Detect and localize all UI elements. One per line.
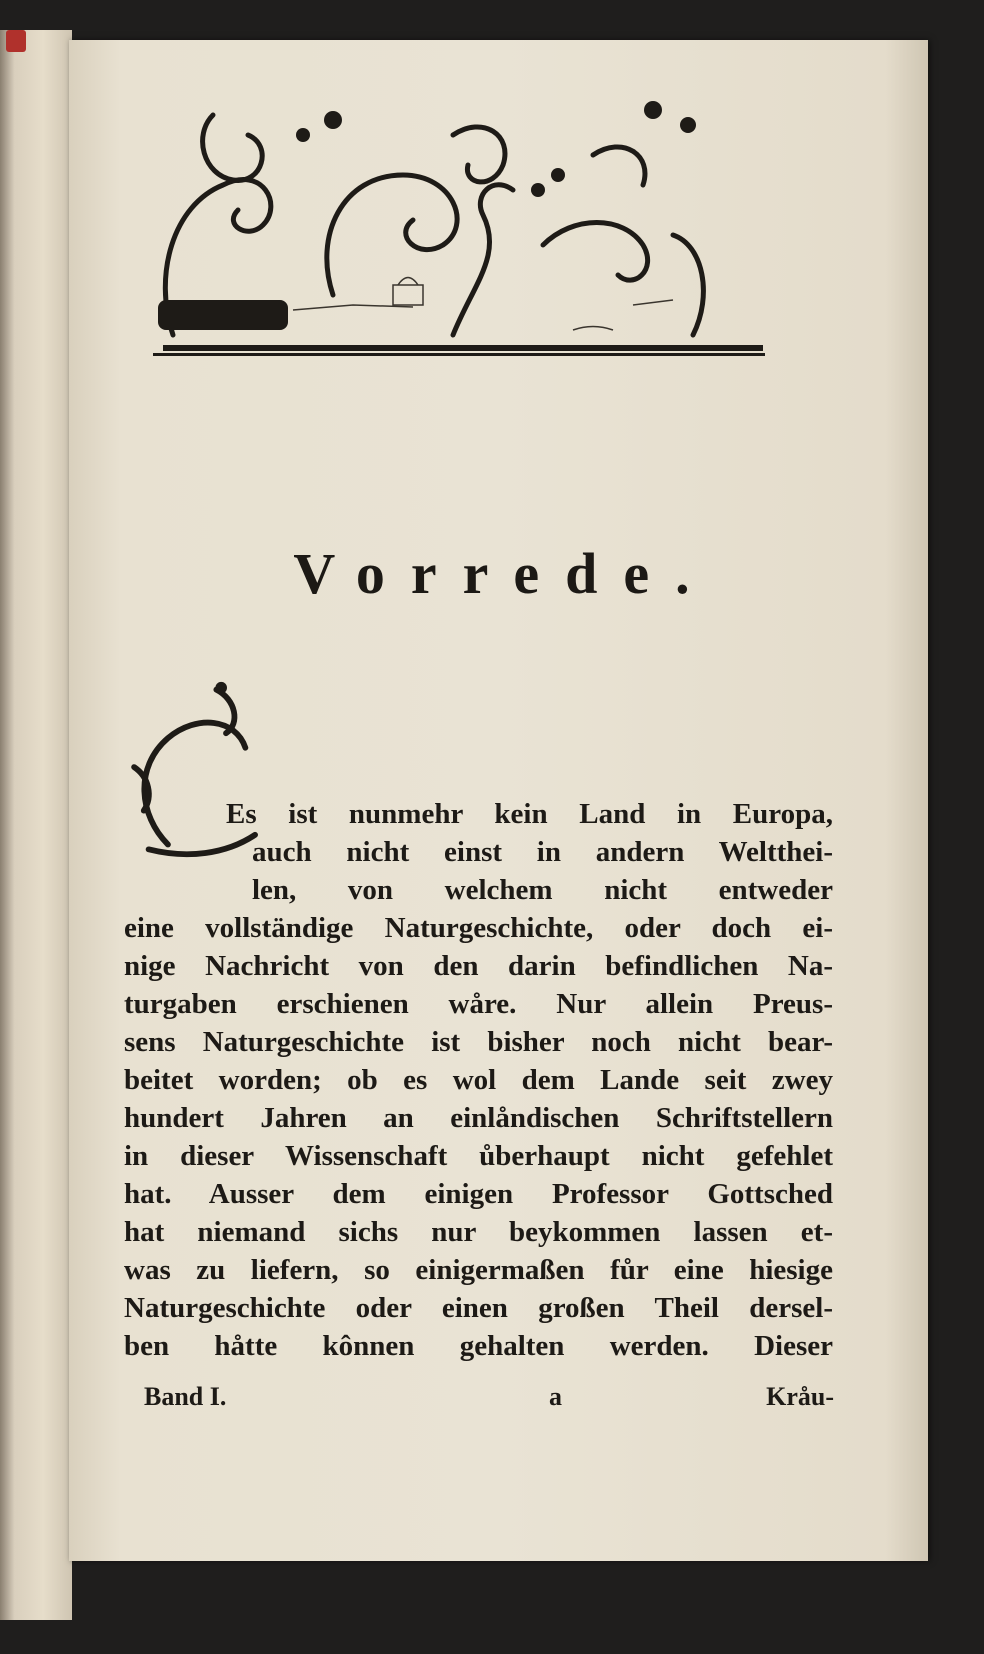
page-footer xyxy=(144,1380,834,1420)
text-line: hat. Ausser dem einigen Professor Gottsched xyxy=(124,1178,833,1210)
text-line: in dieser Wissenschaft ůberhaupt nicht gefehlet xyxy=(124,1140,833,1172)
book-page xyxy=(69,40,928,1561)
text-line: eine vollständige Naturgeschichte, oder doch ei- xyxy=(124,912,833,944)
text-line: Es ist nunmehr kein Land in Europa, xyxy=(226,798,833,830)
catchword: Kråu- xyxy=(766,1382,834,1411)
chapter-title: Vorrede. xyxy=(293,541,716,606)
text-line: ben håtte kônnen gehalten werden. Dieser xyxy=(124,1330,833,1362)
text-line: len, von welchem nicht entweder xyxy=(252,874,833,906)
volume-signature: Band I. xyxy=(144,1382,227,1411)
signature-mark: a xyxy=(549,1382,562,1411)
text-line: auch nicht einst in andern Weltthei- xyxy=(252,836,833,868)
text-line: nige Nachricht von den darin befindlichen Na- xyxy=(124,950,833,982)
book-left-edge xyxy=(0,30,72,1620)
bookmark-ribbon xyxy=(6,30,26,52)
text-line: hat niemand sichs nur beykommen lassen et- xyxy=(124,1216,833,1248)
text-line: turgaben erschienen wåre. Nur allein Preus- xyxy=(124,988,833,1020)
text-line: hundert Jahren an einlåndischen Schriftstellern xyxy=(124,1102,833,1134)
text-line: sens Naturgeschichte ist bisher noch nicht bear- xyxy=(124,1026,833,1058)
text-line: beitet worden; ob es wol dem Lande seit zwey xyxy=(124,1064,833,1096)
text-line: Naturgeschichte oder einen großen Theil dersel- xyxy=(124,1292,833,1324)
rococo-headpiece-ornament xyxy=(153,95,765,365)
text-line: was zu liefern, so einigermaßen fůr eine hiesige xyxy=(124,1254,833,1286)
body-text xyxy=(124,795,833,1365)
